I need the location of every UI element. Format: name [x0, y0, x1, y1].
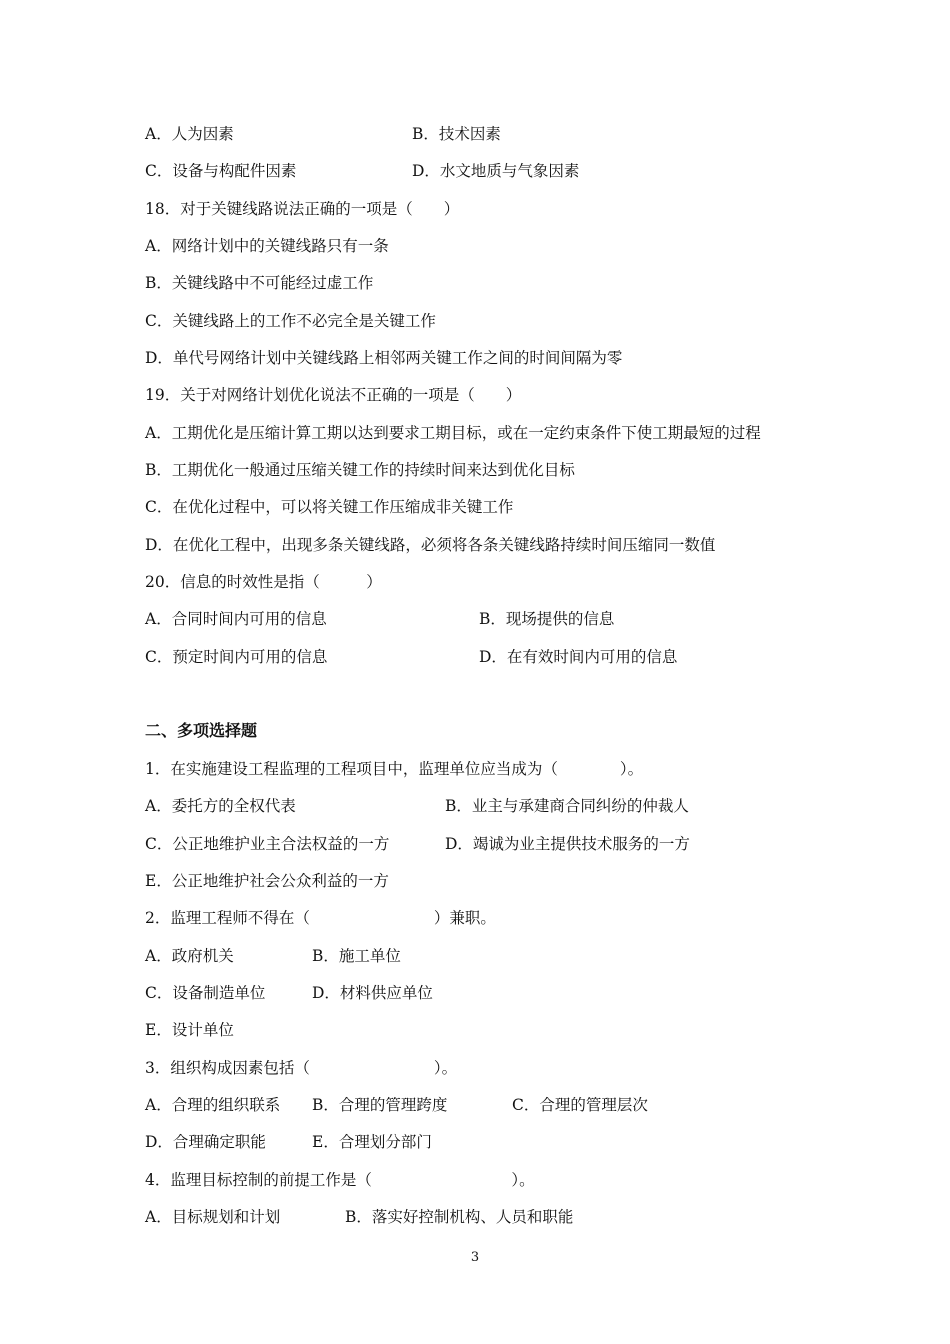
- option-b: B．业主与承建商合同纠纷的仲裁人: [445, 797, 689, 815]
- question-stem: 19．关于对网络计划优化说法不正确的一项是（ ）: [145, 386, 522, 404]
- question-stem: 3．组织构成因素包括（ ）。: [145, 1059, 458, 1077]
- question-stem: 20．信息的时效性是指（ ）: [145, 573, 382, 591]
- option-c: C．设备制造单位: [145, 984, 266, 1002]
- question-stem: 1．在实施建设工程监理的工程项目中，监理单位应当成为（ ）。: [145, 760, 644, 778]
- option-d: D．材料供应单位: [312, 984, 433, 1002]
- option-b: B．合理的管理跨度: [312, 1096, 448, 1114]
- option-a: A．目标规划和计划: [145, 1208, 281, 1226]
- option-d: D．竭诚为业主提供技术服务的一方: [445, 835, 690, 853]
- option-b: B．施工单位: [312, 947, 401, 965]
- option-d: D．在优化工程中，出现多条关键线路，必须将各条关键线路持续时间压缩同一数值: [145, 536, 716, 554]
- question-stem: 2．监理工程师不得在（ ）兼职。: [145, 909, 496, 927]
- option-a: A．网络计划中的关键线路只有一条: [145, 237, 389, 255]
- option-a: A．政府机关: [145, 947, 234, 965]
- page-number: 3: [470, 1250, 480, 1265]
- option-d: D．在有效时间内可用的信息: [479, 648, 678, 666]
- option-a: A．工期优化是压缩计算工期以达到要求工期目标，或在一定约束条件下使工期最短的过程: [145, 424, 761, 442]
- option-d: D．水文地质与气象因素: [412, 162, 580, 180]
- section-title: 二、多项选择题: [145, 721, 258, 740]
- option-d: D．合理确定职能: [145, 1133, 266, 1151]
- option-c: C．关键线路上的工作不必完全是关键工作: [145, 312, 436, 330]
- option-a: A．合理的组织联系: [145, 1096, 281, 1114]
- option-e: E．设计单位: [145, 1021, 234, 1039]
- option-b: B．技术因素: [412, 125, 501, 143]
- option-b: B．落实好控制机构、人员和职能: [345, 1208, 574, 1226]
- option-b: B．关键线路中不可能经过虚工作: [145, 274, 374, 292]
- option-e: E．合理划分部门: [312, 1133, 432, 1151]
- question-stem: 18．对于关键线路说法正确的一项是（ ）: [145, 200, 460, 218]
- option-a: A．合同时间内可用的信息: [145, 610, 327, 628]
- option-a: A．人为因素: [145, 125, 234, 143]
- option-a: A．委托方的全权代表: [145, 797, 296, 815]
- option-d: D．单代号网络计划中关键线路上相邻两关键工作之间的时间间隔为零: [145, 349, 623, 367]
- option-c: C．设备与构配件因素: [145, 162, 297, 180]
- option-c: C．公正地维护业主合法权益的一方: [145, 835, 390, 853]
- question-stem: 4．监理目标控制的前提工作是（ ）。: [145, 1171, 535, 1189]
- option-c: C．预定时间内可用的信息: [145, 648, 328, 666]
- option-c: C．在优化过程中，可以将关键工作压缩成非关键工作: [145, 498, 514, 516]
- option-b: B．现场提供的信息: [479, 610, 615, 628]
- option-c: C．合理的管理层次: [512, 1096, 648, 1114]
- option-b: B．工期优化一般通过压缩关键工作的持续时间来达到优化目标: [145, 461, 575, 479]
- option-e: E．公正地维护社会公众利益的一方: [145, 872, 389, 890]
